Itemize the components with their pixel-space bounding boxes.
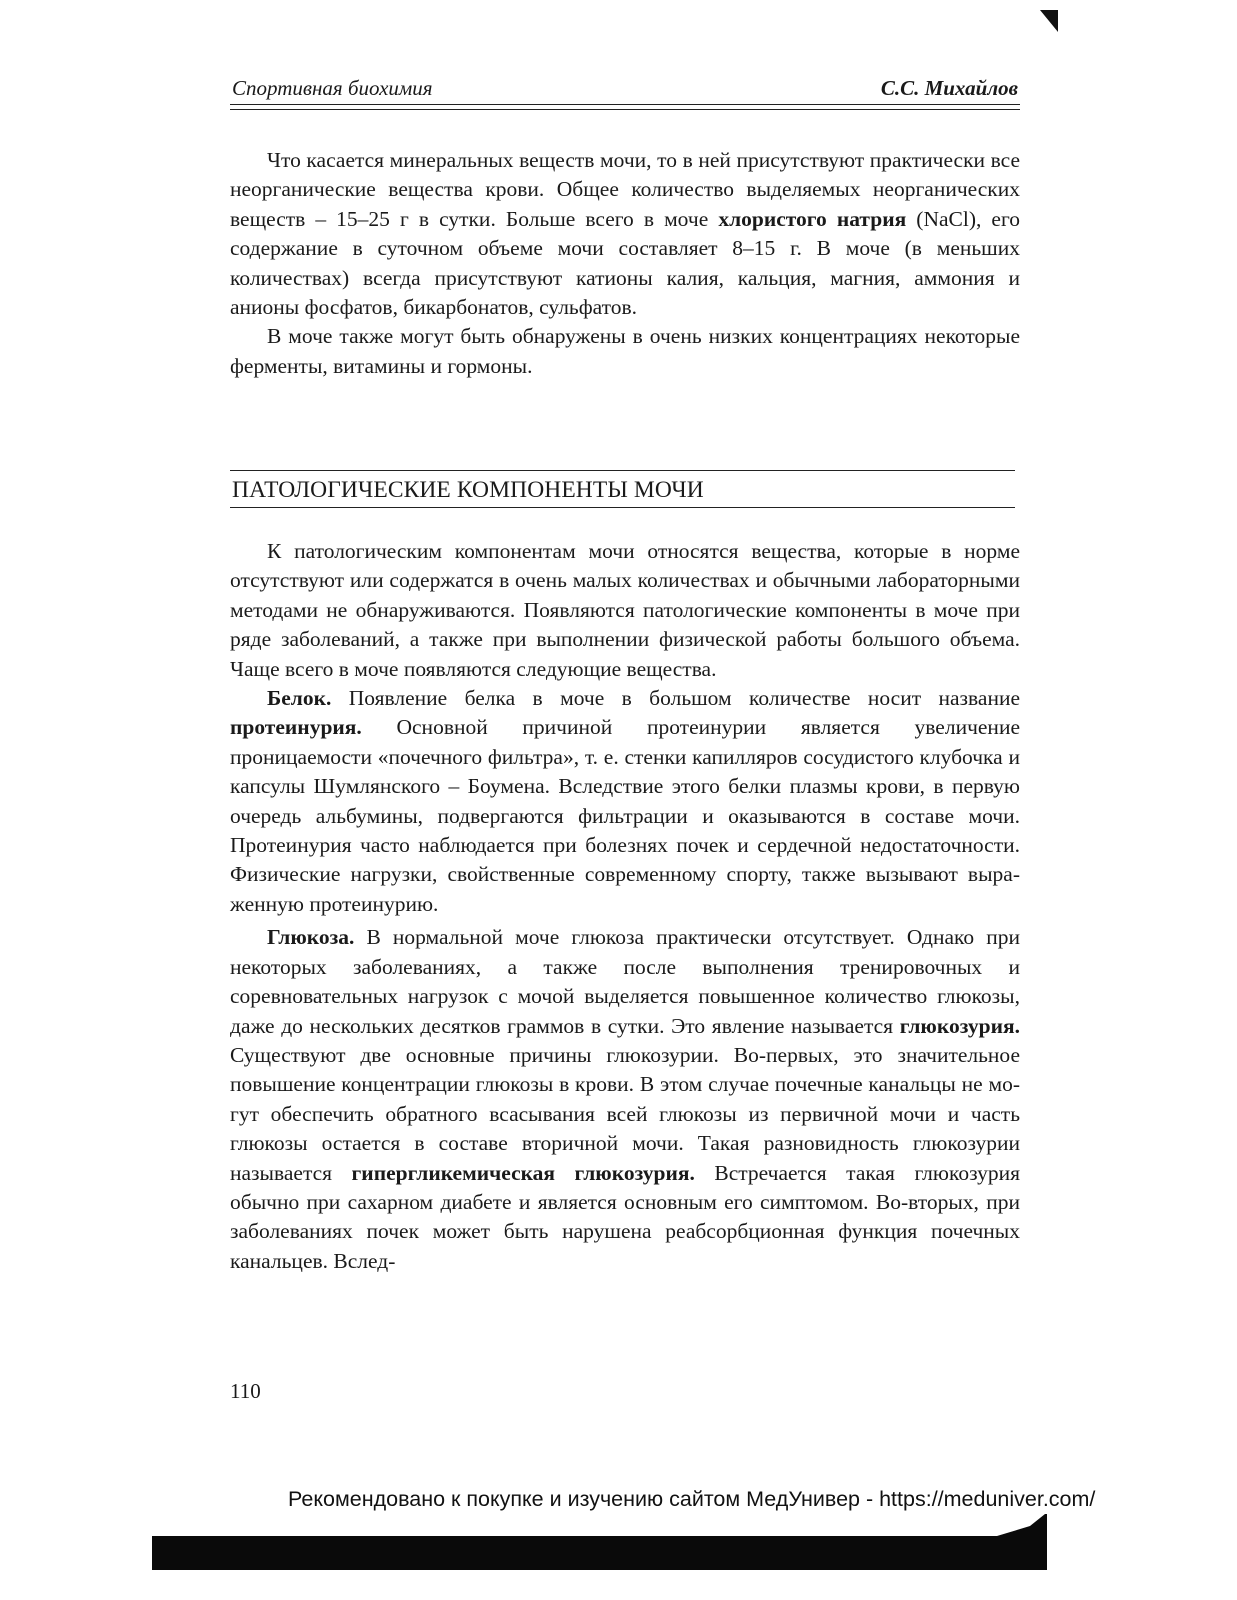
pathology-text-block xyxy=(230,537,1020,1276)
intro-text-block xyxy=(230,146,1020,381)
paragraph-pathology-intro: К патологическим компонентам мочи относятся вещества, которые в норме отсутствуют или содержатся в очень малых количествах и обычными лабораторными методами не обнаруживаются. Появляются патологические компоненты в моче при ряде заболеваний, а также при выполнении физической работы большого объема. Чаще всего в моче появляются следующие вещества. xyxy=(230,539,1020,681)
scan-corner-mark xyxy=(1040,10,1058,32)
promo-footer-text: Рекомендовано к покупке и изучению сайтом МедУнивер - https://meduniver.com/ xyxy=(288,1487,1096,1511)
scan-bottom-bar xyxy=(152,1514,1047,1570)
page-number: 110 xyxy=(230,1379,261,1403)
paragraph-minerals: Что касается минеральных веществ мочи, то в ней присутствуют практически все неорганические вещества крови. Общее количество выделяемых неорганических веществ – 15–25 г в сутки. Больше всего в моче хлористого натрия (NaCl), его содержание в суточном объеме мочи составляет 8–15 г. В моче (в меньших количествах) всегда присутствуют катионы калия, кальция, магния, аммония и анионы фосфатов, бикарбонатов, сульфатов. xyxy=(230,148,1021,320)
bold-term: Глюкоза. xyxy=(267,925,355,950)
header-rule-bottom xyxy=(230,109,1020,110)
running-header xyxy=(232,76,1018,100)
bold-term: протеинурия. xyxy=(230,715,362,740)
paragraph-protein: Белок. Появление белка в моче в большом количестве носит название протеинурия. Основной причиной протеинурии является увеличение проницаемости «почечного фильтра», т. е. стенки капилляров сосудистого клубочка и капсулы Шумлянского – Боумена. Вследствие этого белки плазмы крови, в первую очередь альбумины, подвергаются фильтрации и оказываются в составе мочи. Протеинурия часто наблюдается при болезнях почек и сердечной недостаточности. Физические нагрузки, свойственные современному спорту, также вызывают выраженную протеинурию. xyxy=(230,686,1020,916)
section-rule-bottom xyxy=(230,507,1015,508)
bold-term: гипергликемическая глюкозурия. xyxy=(351,1160,695,1185)
bold-term: хлористого натрия xyxy=(718,206,907,231)
author-name: С.С. Михайлов xyxy=(880,76,1018,100)
header-rule-top xyxy=(230,104,1020,105)
book-title: Спортивная биохимия xyxy=(232,76,433,100)
section-rule-top xyxy=(230,470,1015,471)
paragraph-enzymes: В моче также могут быть обнаружены в очень низких концентрациях некоторые ферменты, витамины и гормоны. xyxy=(230,324,1020,378)
bold-term: Белок. xyxy=(267,686,332,711)
paragraph-glucose: Глюкоза. В нормальной моче глюкоза практически отсутствует. Однако при некоторых заболеваниях, а также после выполнения тренировочных и соревновательных нагрузок с мочой выделяется повышенное количество глюкозы, даже до нескольких десятков граммов в сутки. Это явление называется глюкозурия. Существуют две основные причины глюкозурии. Во-первых, это значительное повышение концентрации глюкозы в крови. В этом случае почечные канальцы не могут обеспечить обратного всасывания всей глюкозы из первичной мочи и часть глюкозы остается в составе вторичной мочи. Такая разновидность глюкозурии называется гипергликемическая глюкозурия. Встречается такая глюкозурия обычно при сахарном диабете и является основным его симптомом. Во-вторых, при заболеваниях почек может быть нарушена реабсорбционная функция почечных канальцев. Вслед- xyxy=(230,925,1021,1273)
bold-term: глюкозурия. xyxy=(899,1013,1020,1038)
section-title: ПАТОЛОГИЧЕСКИЕ КОМПОНЕНТЫ МОЧИ xyxy=(232,477,704,503)
